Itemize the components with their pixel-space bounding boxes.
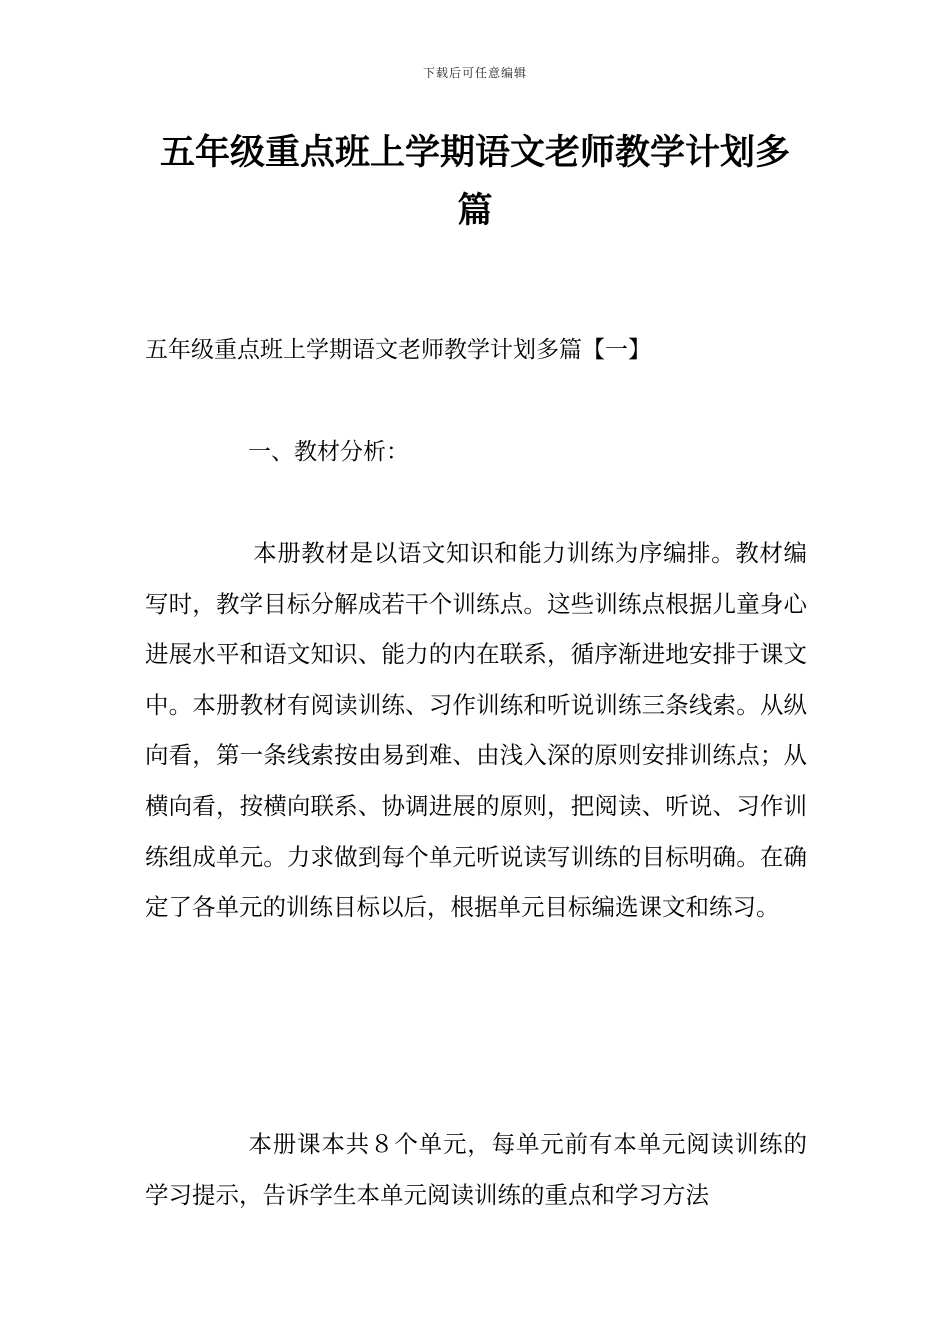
body-paragraph: 本册教材是以语文知识和能力训练为序编排。教材编写时，教学目标分解成若干个训练点。这些训练点根据儿童身心进展水平和语文知识、能力的内在联系，循序渐进地安排于课文中。本册教材有阅读训练、习作训练和听说训练三条线索。从纵向看，第一条线索按由易到难、由浅入深的原则安排训练点；从横向看，按横向联系、协调进展的原则，把阅读、听说、习作训练组成单元。力求做到每个单元听说读写训练的目标明确。在确定了各单元的训练目标以后，根据单元目标编选课文和练习。 (145, 539, 807, 922)
subheading-textbook-analysis: 一、教材分析： (248, 439, 409, 465)
body-paragraph: 本册课本共８个单元，每单元前有本单元阅读训练的学习提示，告诉学生本单元阅读训练的重点和学习方法 (145, 1130, 807, 1209)
section-title: 五年级重点班上学期语文老师教学计划多篇【一】 (145, 337, 651, 363)
document-title: 五年级重点班上学期语文老师教学计划多篇 (159, 133, 790, 231)
header-note: 下载后可任意编辑 (422, 66, 527, 80)
